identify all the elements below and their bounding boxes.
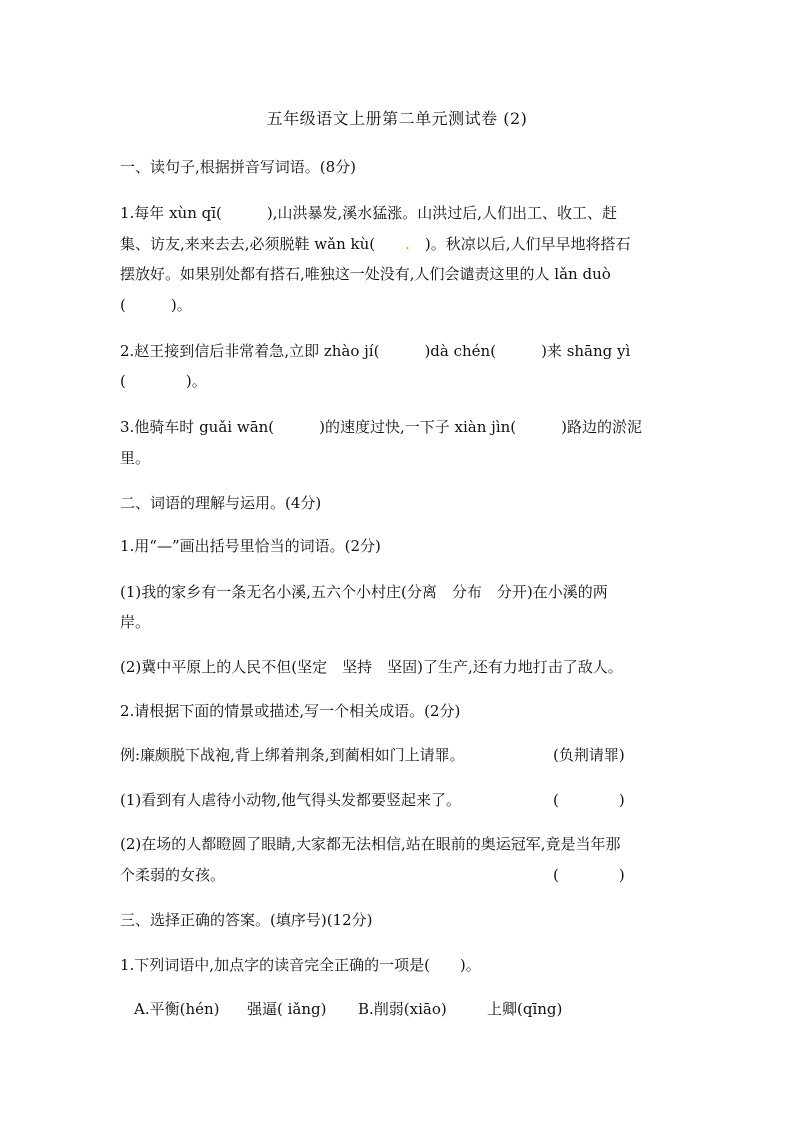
example-answer: (负荆请罪) xyxy=(553,746,625,764)
example-text: 例:廉颇脱下战袍,背上绑着荆条,到蔺相如门上请罪。 xyxy=(120,746,465,764)
choice-b-1: B.削弱(xiāo) xyxy=(358,1000,447,1018)
question-text-part: 集、访友,来来去去,必须脱鞋 wǎn kù( xyxy=(120,235,406,253)
question-text: 1.用“—”画出括号里恰当的词语。(2分) xyxy=(120,537,381,555)
section-3-heading: 三、选择正确的答案。(填序号)(12分) xyxy=(120,911,373,929)
question-text: (1)我的家乡有一条无名小溪,五六个小村庄(分离 分布 分开)在小溪的两 xyxy=(120,583,608,601)
section-2-heading: 二、词语的理解与运用。(4分) xyxy=(120,494,322,512)
question-text: 1.下列词语中,加点字的读音完全正确的一项是( )。 xyxy=(120,956,481,974)
question-text-part: )。秋凉以后,人们早早地将搭石 xyxy=(409,235,631,253)
question-line xyxy=(120,790,680,810)
question-text: 摆放好。如果别处都有搭石,唯独这一处没有,人们会谴责这里的人 lǎn duò xyxy=(120,265,611,283)
question-text: 1.每年 xùn qī( ),山洪暴发,溪水猛涨。山洪过后,人们出工、收工、赶 xyxy=(120,204,618,222)
question-text: 岸。 xyxy=(120,613,151,631)
question-text: 3.他骑车时 guǎi wān( )的速度过快,一下子 xiàn jìn( )路边的淤泥 xyxy=(120,418,642,436)
section-1-heading: 一、读句子,根据拼音写词语。(8分) xyxy=(120,158,357,176)
answer-blank: ( ) xyxy=(553,866,625,884)
answer-blank: ( ) xyxy=(553,791,625,809)
choice-a-1: A.平衡(hén) xyxy=(134,1000,220,1018)
question-text: 2.赵王接到信后非常着急,立即 zhào jí( )dà chén( )来 shāng yì xyxy=(120,342,631,360)
question-text: (1)看到有人虐待小动物,他气得头发都要竖起来了。 xyxy=(120,791,462,809)
page-title: 五年级语文上册第二单元测试卷 (2) xyxy=(266,109,528,128)
answer-blank: ( )。 xyxy=(120,296,192,314)
choice-a-2: 强逼( iǎng) xyxy=(247,1000,327,1018)
question-text: 个柔弱的女孩。 xyxy=(120,866,226,884)
question-text: (2)冀中平原上的人民不但(坚定 坚持 坚固)了生产,还有力地打击了敌人。 xyxy=(120,658,623,676)
choice-b-2: 上卿(qīng) xyxy=(487,1000,563,1018)
question-text: 2.请根据下面的情景或描述,写一个相关成语。(2分) xyxy=(120,702,461,720)
question-text xyxy=(120,234,680,254)
question-line xyxy=(120,865,680,885)
example-line xyxy=(120,745,680,765)
stray-dot: . xyxy=(405,235,410,253)
question-text: (2)在场的人都瞪圆了眼睛,大家都无法相信,站在眼前的奥运冠军,竟是当年那 xyxy=(120,835,621,853)
question-text: 里。 xyxy=(120,449,151,467)
answer-blank: ( )。 xyxy=(120,372,207,390)
